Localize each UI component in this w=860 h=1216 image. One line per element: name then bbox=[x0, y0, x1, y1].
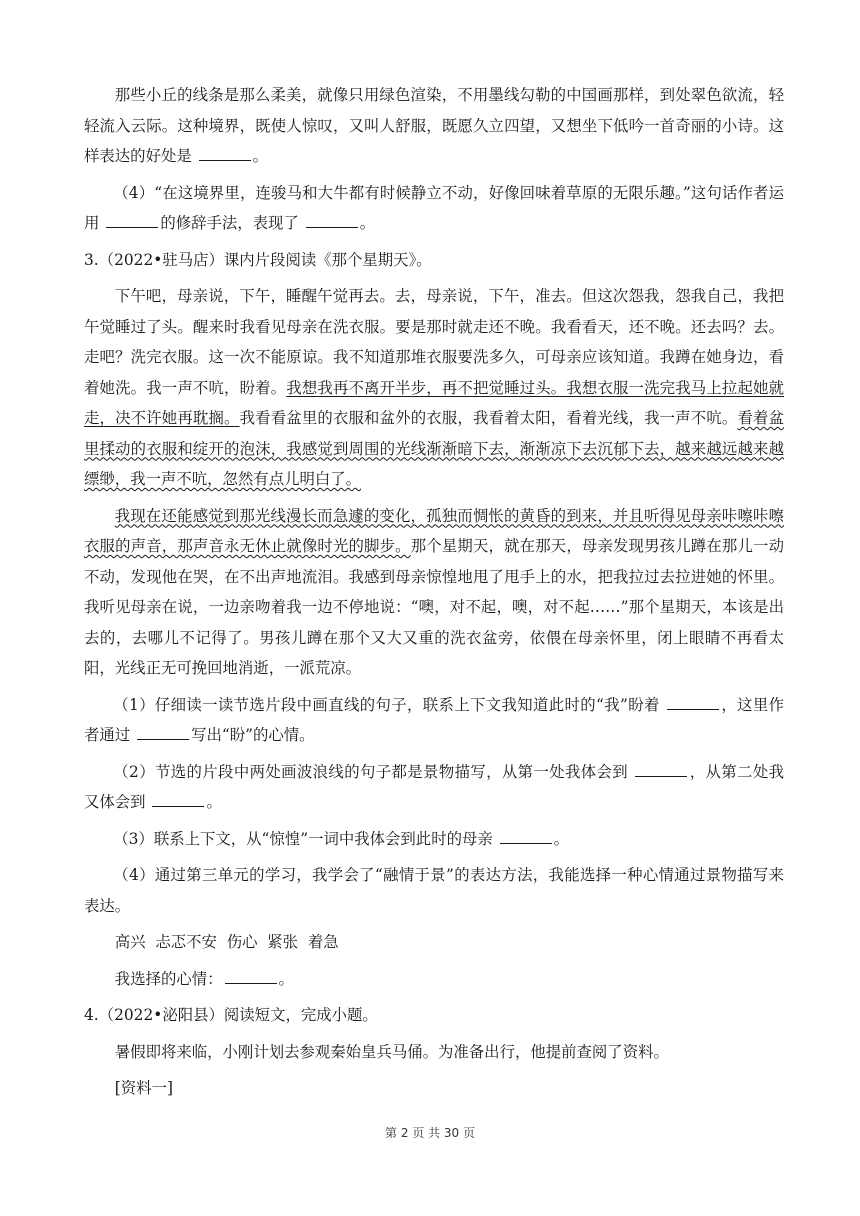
question-item bbox=[84, 690, 784, 751]
question-text: （4）“在这境界里，连骏马和大牛都有时候静立不动，好像回味着草原的无限乐趣。”这句话作者运用 bbox=[84, 183, 784, 232]
page-number: 第 2 页 共 30 页 bbox=[385, 1126, 475, 1140]
material-label bbox=[84, 1073, 784, 1104]
mood-choice bbox=[84, 964, 784, 995]
intro-paragraph bbox=[84, 1037, 784, 1068]
reading-paragraph bbox=[84, 501, 784, 684]
question-text: （1）仔细读一读节选片段中画直线的句子，联系上下文我知道此时的“我”盼着 bbox=[113, 695, 660, 714]
question-text: （3）联系上下文，从“惊惶”一词中我体会到此时的母亲 bbox=[113, 829, 493, 848]
answer-blank bbox=[152, 805, 204, 807]
question-text: ，从第二处我又体会到 bbox=[84, 762, 784, 811]
question-item bbox=[84, 757, 784, 818]
answer-blank bbox=[306, 226, 358, 228]
question-text: 写出“盼”的心情。 bbox=[191, 726, 315, 744]
punctuation: 。 bbox=[359, 214, 376, 232]
punctuation: 。 bbox=[553, 829, 570, 848]
question-text: ，这里作者通过 bbox=[84, 695, 784, 744]
answer-blank bbox=[225, 982, 277, 984]
answer-blank bbox=[137, 738, 189, 740]
paragraph-text: 下午吧，母亲说，下午，睡醒午觉再去。去，母亲说，下午，准去。但这次怨我，怨我自己，我把午觉睡过了头。醒来时我看见母亲在洗衣服。要是那时就走还不晚。我看看天，还不晚。还去吗？去。走吧？洗完衣服。这一次不能原谅。我不知道那堆衣服要洗多久，可母亲应该知道。我蹲在她身边，看着她洗。我一声不吭，盼着。 bbox=[84, 287, 784, 397]
question-heading bbox=[84, 1000, 784, 1031]
answer-blank bbox=[635, 775, 687, 777]
reading-paragraph bbox=[84, 281, 784, 495]
straight-underlined-sentence: 我想我再不离开半步，再不把觉睡过头。我想衣服一洗完我马上拉起她就走，决不许她再耽搁。 bbox=[84, 378, 784, 427]
paragraph-text: 暑假即将来临，小刚计划去参观秦始皇兵马俑。为准备出行，他提前查阅了资料。 bbox=[114, 1042, 669, 1061]
page-footer bbox=[0, 1124, 860, 1141]
punctuation: 。 bbox=[278, 969, 294, 988]
punctuation: 。 bbox=[252, 147, 269, 165]
paragraph-text: 我看看盆里的衣服和盆外的衣服，我看着太阳，看着光线，我一声不吭。 bbox=[239, 409, 738, 427]
question-item bbox=[84, 178, 784, 239]
mood-options bbox=[84, 927, 784, 958]
heading-text: 3.（2022•驻马店）课内片段阅读《那个星期天》。 bbox=[84, 250, 432, 269]
question-text: （4）通过第三单元的学习，我学会了“融情于景”的表达方法，我能选择一种心情通过景物描写来表达。 bbox=[84, 866, 784, 915]
paragraph-text: 那个星期天，就在那天，母亲发现男孩儿蹲在那儿一动不动，发现他在哭，在不出声地流泪。我感到母亲惊惶地甩了甩手上的水，把我拉过去拉进她的怀里。我听见母亲在说，一边亲吻着我一边不停地说：“噢，对不起，噢，对不起……”那个星期天，本该是出去的，去哪儿不记得了。男孩儿蹲在那个又大又重的洗衣盆旁，依偎在母亲怀里，闭上眼睛不再看太阳，光线正无可挽回地消逝，一派荒凉。 bbox=[84, 537, 784, 677]
passage-paragraph bbox=[84, 80, 784, 172]
question-item bbox=[84, 824, 784, 855]
heading-text: 4.（2022•泌阳县）阅读短文，完成小题。 bbox=[84, 1006, 378, 1024]
answer-blank bbox=[199, 159, 251, 161]
mood-list: 高兴 忐忑不安 伤心 紧张 着急 bbox=[114, 933, 339, 951]
question-text: 的修辞手法，表现了 bbox=[160, 214, 299, 232]
wavy-underlined-sentence: 看着盆里揉动的衣服和绽开的泡沫，我感觉到周围的光线渐渐暗下去，渐渐凉下去沉郁下去，越来越远越来越缥缈，我一声不吭，忽然有点儿明白了。 bbox=[84, 409, 784, 488]
question-text: （2）节选的片段中两处画波浪线的句子都是景物描写，从第一处我体会到 bbox=[113, 762, 629, 781]
answer-blank bbox=[500, 842, 552, 844]
answer-blank bbox=[106, 226, 158, 228]
wavy-underlined-sentence: 我现在还能感觉到那光线漫长而急遽的变化，孤独而惆怅的黄昏的到来，并且听得见母亲咔嚓咔嚓衣服的声音，那声音永无休止就像时光的脚步。 bbox=[84, 506, 784, 555]
question-item bbox=[84, 860, 784, 921]
question-text: 我选择的心情： bbox=[114, 969, 223, 988]
question-heading bbox=[84, 245, 784, 276]
page-content bbox=[84, 80, 784, 1104]
answer-blank bbox=[667, 708, 719, 710]
passage-text: 那些小丘的线条是那么柔美，就像只用绿色渲染，不用墨线勾勒的中国画那样，到处翠色欲流，轻轻流入云际。这种境界，既使人惊叹，又叫人舒服，既愿久立四望，又想坐下低吟一首奇丽的小诗。这样表达的好处是 bbox=[84, 86, 784, 165]
material-heading: [资料一] bbox=[114, 1079, 173, 1097]
punctuation: 。 bbox=[206, 793, 222, 811]
